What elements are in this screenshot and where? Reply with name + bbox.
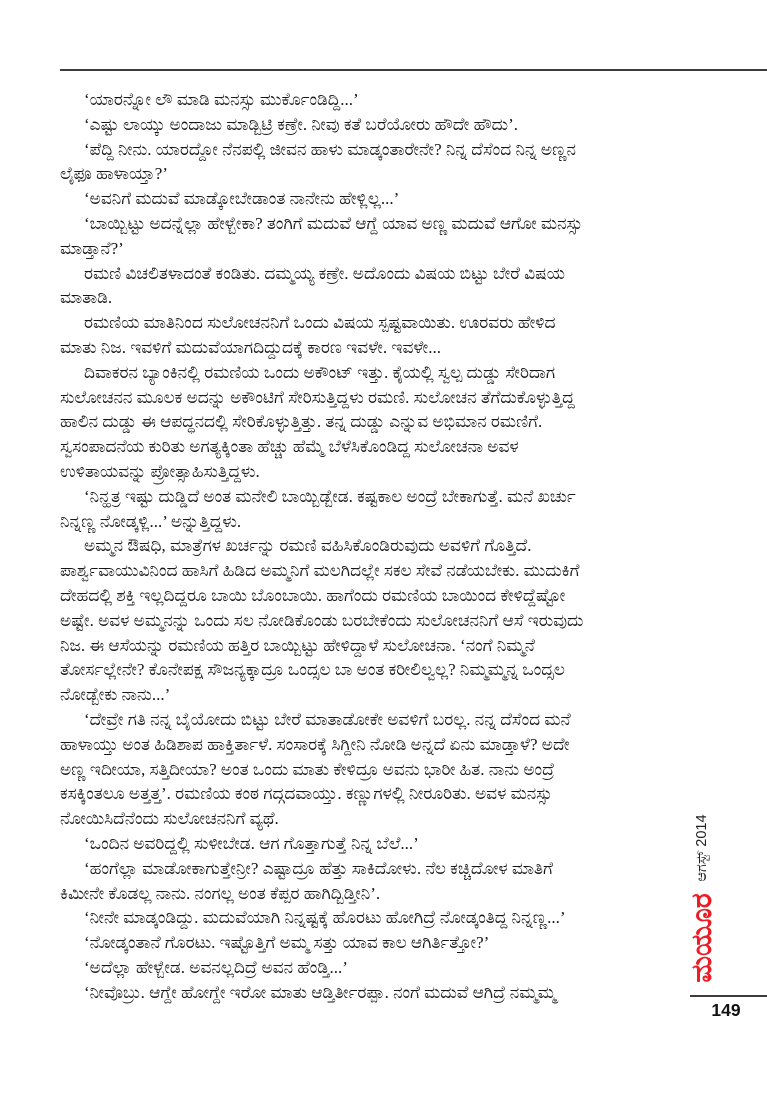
text-line: ‘ಪೆದ್ದಿ ನೀನು. ಯಾರದ್ದೋ ನೆನಪಲ್ಲಿ ಜೀವನ ಹಾಳು ಮಾಡ್ಕಂತಾರೇನೇ? ನಿನ್ನ ದೆಸೆಂದ ನಿನ್ನ ಅಣ್ಣನ [84,139,576,159]
text-line: ದಿವಾಕರನ ಬ್ಯಾಂಕಿನಲ್ಲಿ ರಮಣಿಯ ಒಂದು ಅಕೌಂಟ್ ಇತ್ತು. ಕೈಯಲ್ಲಿ ಸ್ವಲ್ಪ ದುಡ್ಡು ಸೇರಿದಾಗ [84,362,556,382]
body-text [60,88,705,1005]
text-line: ನಿನ್ನಣ್ಣ ನೋಡ್ಕಳ್ಲಿ...’ ಅನ್ನುತ್ತಿದ್ದಳು. [60,511,242,531]
magazine-logo: ಮಯೂರ [687,893,718,983]
footer-rule [690,995,767,997]
text-line: ಸ್ವಸಂಪಾದನೆಯ ಕುರಿತು ಅಗತ್ಯಕ್ಕಿಂತಾ ಹೆಚ್ಚು ಹೆಮ್ಮೆ ಬೆಳೆಸಿಕೊಂಡಿದ್ದ ಸುಲೋಚನಾ ಅವಳ [60,437,519,457]
text-line: ಹಾಲಿನ ದುಡ್ಡು ಈ ಆಪದ್ಧನದಲ್ಲಿ ಸೇರಿಕೊಳ್ಳುತ್ತಿತ್ತು. ತನ್ನ ದುಡ್ಡು ಎನ್ನುವ ಅಭಿಮಾನ ರಮಣಿಗೆ. [60,412,543,432]
text-line: ‘ನಿನ್ಹತ್ರ ಇಷ್ಟು ದುಡ್ಡಿದೆ ಅಂತ ಮನೇಲಿ ಬಾಯ್ಬಿಡ್ಬೇಡ. ಕಷ್ಟಕಾಲ ಅಂದ್ರೆ ಬೇಕಾಗುತ್ತೆ. ಮನೆ ಖರ್ಚು [84,486,576,506]
text-line: ‘ಒಂದಿನ ಅವರಿದ್ದಲ್ಲಿ ಸುಳೀಬೇಡ. ಆಗ ಗೊತ್ತಾಗುತ್ತೆ ನಿನ್ನ ಬೆಲೆ...’ [84,833,419,853]
text-line: ಉಳಿತಾಯವನ್ನು ಪ್ರೋತ್ಸಾಹಿಸುತ್ತಿದ್ದಳು. [60,461,260,481]
text-line: ಕಿಮೀನೇ ಕೊಡಲ್ಲ ನಾನು. ನಂಗಲ್ಲ ಅಂತ ಕೆಪ್ಪರ ಹಾಗಿದ್ಬಿಡ್ತೀನಿ’. [60,883,381,903]
text-line: ಪಾರ್ಶ್ವವಾಯುವಿನಿಂದ ಹಾಸಿಗೆ ಹಿಡಿದ ಅಮ್ಮನಿಗೆ ಮಲಗಿದಲ್ಲೇ ಸಕಲ ಸೇವೆ ನಡೆಯಬೇಕು. ಮುದುಕಿಗೆ [60,561,580,581]
text-line: ಅಮ್ಮನ ಔಷಧಿ, ಮಾತ್ರೆಗಳ ಖರ್ಚನ್ನು ರಮಣಿ ವಹಿಸಿಕೊಂಡಿರುವುದು ಅವಳಿಗೆ ಗೊತ್ತಿದೆ. [84,536,532,556]
text-line: ಅಣ್ಣ ಇದೀಯಾ, ಸತ್ತಿದೀಯಾ? ಅಂತ ಒಂದು ಮಾತು ಕೇಳಿದ್ರೂ ಅವನು ಭಾರೀ ಹಿತ. ನಾನು ಅಂದ್ರೆ [60,759,555,779]
text-line: ನೋಡ್ಬೇಕು ನಾನು...’ [60,685,171,705]
text-line: ‘ಬಾಯ್ಬಿಟ್ಟು ಅದನ್ನೆಲ್ಲಾ ಹೇಳ್ಬೇಕಾ? ತಂಗಿಗೆ ಮದುವೆ ಆಗ್ದೆ ಯಾವ ಅಣ್ಣ ಮದುವೆ ಆಗೋ ಮನಸ್ಸು [84,213,583,233]
text-line: ಮಾತು ನಿಜ. ಇವಳಿಗೆ ಮದುವೆಯಾಗದಿದ್ದುದಕ್ಕೆ ಕಾರಣ ಇವಳೇ. ಇವಳೇ... [60,337,441,357]
header-rule [60,69,767,71]
text-line: ಮಾತಾಡಿ. [60,288,113,308]
text-line: ರಮಣಿ ವಿಚಲಿತಳಾದಂತೆ ಕಂಡಿತು. ದಮ್ಮಯ್ಯ ಕಣ್ರೇ. ಅದೊಂದು ವಿಷಯ ಬಿಟ್ಟು ಬೇರೆ ವಿಷಯ [84,263,565,283]
text-line: ಸುಲೋಚನನ ಮೂಲಕ ಅದನ್ನು ಅಕೌಂಟಿಗೆ ಸೇರಿಸುತ್ತಿದ್ದಳು ರಮಣಿ. ಸುಲೋಚನ ತೆಗೆದುಕೊಳ್ಳುತ್ತಿದ್ದ [60,387,575,407]
text-line: ‘ಎಷ್ಟು ಲಾಯ್ಕು ಅಂದಾಜು ಮಾಡ್ಬಿಟ್ರಿ ಕಣ್ರೇ. ನೀವು ಕತೆ ಬರೆಯೋರು ಹೌದೇ ಹೌದು’. [84,114,518,134]
text-line: ಹಾಳಾಯ್ತು ಅಂತ ಹಿಡಿಶಾಪ ಹಾಕ್ತಿರ್ತಾಳೆ. ಸಂಸಾರಕ್ಕೆ ಸಿಗ್ದೀನಿ ನೋಡಿ ಅನ್ನದೆ ಏನು ಮಾಡ್ತಾಳೆ? ಅದೇ [60,734,570,754]
text-line: ನಿಜ. ಈ ಆಸೆಯನ್ನು ರಮಣಿಯ ಹತ್ತಿರ ಬಾಯ್ಬಿಟ್ಟು ಹೇಳಿದ್ದಾಳೆ ಸುಲೋಚನಾ. ‘ನಂಗೆ ನಿಮ್ಮನೆ [60,635,535,655]
issue-date-vertical: ಆಗಸ್ಟ್ 2014 [693,814,710,882]
text-line: ಕಸಕ್ಕಿಂತಲೂ ಅತ್ತತ್ತ’. ರಮಣಿಯ ಕಂಠ ಗದ್ಗದವಾಯ್ತು. ಕಣ್ಣುಗಳಲ್ಲಿ ನೀರೂರಿತು. ಅವಳ ಮನಸ್ಸು [60,784,553,804]
text-line: ‘ನೀವೊಬ್ರು. ಆಗ್ದೇ ಹೋಗ್ದೇ ಇರೋ ಮಾತು ಆಡ್ತಿರ್ತೀರಪ್ಪಾ. ನಂಗೆ ಮದುವೆ ಆಗಿದ್ರೆ ನಮ್ಮಮ್ಮ [84,982,557,1002]
text-line: ‘ಅದೆಲ್ಲಾ ಹೇಳ್ಬೇಡ. ಅವನಲ್ಲದಿದ್ರೆ ಅವನ ಹೆಂಡ್ತಿ...’ [84,957,348,977]
text-line: ತೋರ್ಸಲ್ಲೇನೇ? ಕೊನೇಪಕ್ಷ ಸೌಜನ್ಯಕ್ಕಾದ್ರೂ ಒಂದ್ಸಲ ಬಾ ಅಂತ ಕರೀಲಿಲ್ವಲ್ಲ? ನಿಮ್ಮಮ್ಮನ್ನ ಒಂದ್ಸಲ [60,660,565,680]
text-line: ನೋಯಿಸಿದೆನೆಂದು ಸುಲೋಚನನಿಗೆ ವ್ಯಥೆ. [60,809,279,829]
text-line: ‘ದೇವ್ರೇ ಗತಿ ನನ್ನ ಬೈಯೋದು ಬಿಟ್ಟು ಬೇರೆ ಮಾತಾಡೋಕೇ ಅವಳಿಗೆ ಬರಲ್ಲ. ನನ್ನ ದೆಸೆಂದ ಮನೆ [84,709,571,729]
text-line: ಮಾಡ್ತಾನೆ?’ [60,238,124,258]
text-line: ‘ನೀನೇ ಮಾಡ್ಕಂಡಿದ್ದು. ಮದುವೆಯಾಗಿ ನಿನ್ನಷ್ಟಕ್ಕೆ ಹೊರಟು ಹೋಗಿದ್ರೆ ನೋಡ್ಕಂತಿದ್ದ ನಿನ್ನಣ್ಣ...’ [84,908,566,928]
text-line: ‘ಯಾರನ್ನೋ ಲೌ ಮಾಡಿ ಮನಸ್ಸು ಮುರ್ಕೊಂಡಿದ್ದಿ...’ [84,90,359,109]
text-line: ದೇಹದಲ್ಲಿ ಶಕ್ತಿ ಇಲ್ಲದಿದ್ದರೂ ಬಾಯಿ ಬೊಂಬಾಯಿ. ಹಾಗೆಂದು ರಮಣಿಯ ಬಾಯಿಂದ ಕೇಳಿದ್ದೆಷ್ಟೋ [60,585,566,605]
text-line: ರಮಣಿಯ ಮಾತಿನಿಂದ ಸುಲೋಚನನಿಗೆ ಒಂದು ವಿಷಯ ಸ್ಪಷ್ಟವಾಯಿತು. ಊರವರು ಹೇಳಿದ [84,313,556,333]
page-number: 149 [711,1000,741,1020]
text-line: ‘ನೋಡ್ಕಂತಾನೆ ಗೊರಟು. ಇಷ್ಟೊತ್ತಿಗೆ ಅಮ್ಮ ಸತ್ತು ಯಾವ ಕಾಲ ಆಗಿರ್ತಿತ್ತೋ?’ [84,933,490,953]
text-line: ‘ಹಂಗೆಲ್ಲಾ ಮಾಡೋಕಾಗುತ್ತೇನ್ರೀ? ಎಷ್ಟಾದ್ರೂ ಹೆತ್ತು ಸಾಕಿದೋಳು. ನೆಲ ಕಚ್ಚಿದೋಳ ಮಾತಿಗೆ [84,858,553,878]
text-line: ಅಷ್ಟೇ. ಅವಳ ಅಮ್ಮನನ್ನು ಒಂದು ಸಲ ನೋಡಿಕೊಂಡು ಬರಬೇಕೆಂದು ಸುಲೋಚನನಿಗೆ ಆಸೆ ಇರುವುದು [60,610,584,630]
text-line: ಲೈಫೂ ಹಾಳಾಯ್ತಾ?’ [60,164,168,184]
text-line: ‘ಅವನಿಗೆ ಮದುವೆ ಮಾಡ್ಕೋಬೇಡಾಂತ ನಾನೇನು ಹೇಳ್ಲಿಲ್ಲ...’ [84,189,400,209]
